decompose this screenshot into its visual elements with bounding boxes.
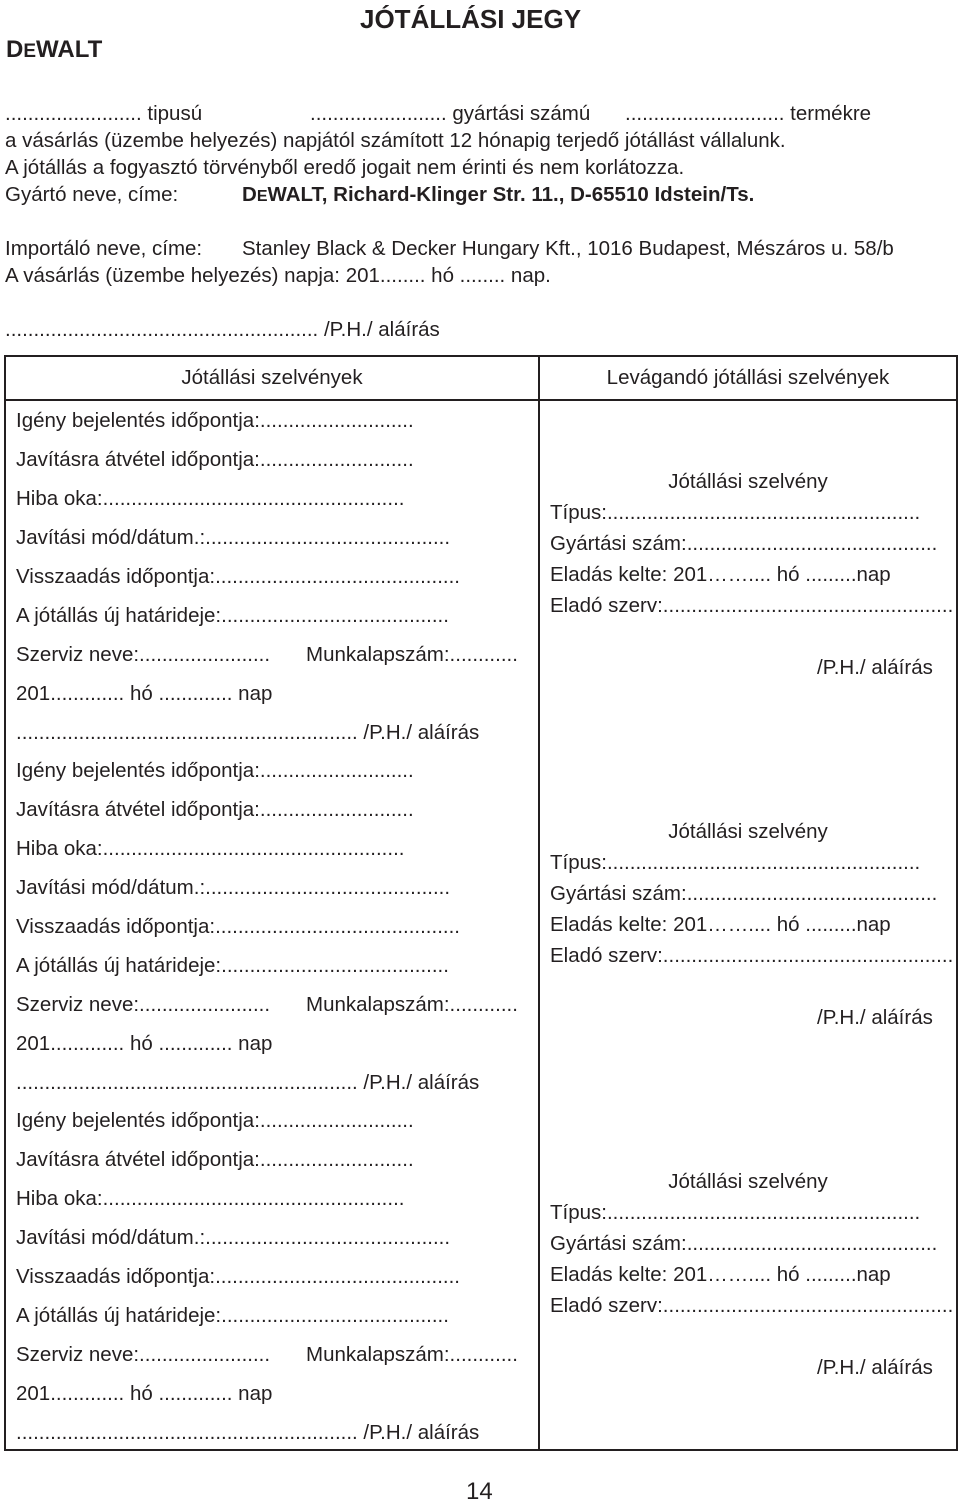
- service-name-field: Szerviz neve:.......................: [16, 643, 271, 666]
- coupon-sale-date-field: Eladás kelte: 201…….... hó .........nap: [550, 1263, 891, 1286]
- coupon-seller-field: Eladó szerv:...................................................: [550, 944, 954, 967]
- coupon-sale-date-field: Eladás kelte: 201…….... hó .........nap: [550, 563, 891, 586]
- intro-product-blank: ............................ termékre: [625, 102, 872, 125]
- intro-serial-blank: ........................ gyártási számú: [310, 102, 591, 125]
- worksheet-number-field: Munkalapszám:............: [306, 1343, 518, 1366]
- right-header: Levágandó jótállási szelvények: [606, 366, 890, 389]
- repair-received-field: Javításra átvétel időpontja:...........................: [16, 798, 414, 821]
- intro-warranty-period: a vásárlás (üzembe helyezés) napjától számított 12 hónapig terjedő jótállást vállalunk.: [5, 129, 786, 152]
- service-signature-line: ............................................................ /P.H./ aláírás: [16, 1421, 480, 1444]
- manufacturer-value: DEWALT, Richard-Klinger Str. 11., D-65510 Idstein/Ts.: [242, 183, 755, 206]
- worksheet-number-field: Munkalapszám:............: [306, 993, 518, 1016]
- claim-date-field: Igény bejelentés időpontja:...........................: [16, 759, 414, 782]
- coupon-type-field: Típus:.......................................................: [550, 1201, 921, 1224]
- intro-signature-line: ....................................................... /P.H./ aláírás: [5, 318, 440, 341]
- manufacturer-label: Gyártó neve, címe:: [5, 183, 179, 206]
- return-date-field: Visszaadás időpontja:...........................................: [16, 1265, 460, 1288]
- repair-received-field: Javításra átvétel időpontja:...........................: [16, 448, 414, 471]
- right-header-cell: [539, 356, 957, 400]
- service-date-field: 201............. hó ............. nap: [16, 682, 273, 705]
- left-header-cell: [5, 356, 539, 400]
- coupon-signature: /P.H./ aláírás: [817, 1356, 933, 1379]
- fault-cause-field: Hiba oka:.....................................................: [16, 487, 405, 510]
- coupon-title: Jótállási szelvény: [668, 1170, 828, 1193]
- coupon-signature: /P.H./ aláírás: [817, 656, 933, 679]
- repair-method-field: Javítási mód/dátum.:...........................................: [16, 526, 451, 549]
- service-signature-line: ............................................................ /P.H./ aláírás: [16, 1071, 480, 1094]
- right-coupons-cell: [539, 400, 957, 1450]
- claim-date-field: Igény bejelentés időpontja:...........................: [16, 409, 414, 432]
- new-deadline-field: A jótállás új határideje:........................................: [16, 1304, 449, 1327]
- page-title: JÓTÁLLÁSI JEGY: [360, 4, 582, 34]
- coupon-type-field: Típus:.......................................................: [550, 851, 921, 874]
- brand-letter: D: [6, 36, 24, 63]
- importer-value: Stanley Black & Decker Hungary Kft., 1016 Budapest, Mészáros u. 58/b: [242, 237, 894, 260]
- left-header: Jótállási szelvények: [181, 366, 363, 389]
- return-date-field: Visszaadás időpontja:...........................................: [16, 915, 460, 938]
- coupon-seller-field: Eladó szerv:...................................................: [550, 594, 954, 617]
- service-signature-line: ............................................................ /P.H./ aláírás: [16, 721, 480, 744]
- importer-label: Importáló neve, címe:: [5, 237, 203, 260]
- coupon-signature: /P.H./ aláírás: [817, 1006, 933, 1029]
- coupon-title: Jótállási szelvény: [668, 470, 828, 493]
- purchase-date-line: A vásárlás (üzembe helyezés) napja: 201........ hó ........ nap.: [5, 264, 551, 287]
- coupon-sale-date-field: Eladás kelte: 201…….... hó .........nap: [550, 913, 891, 936]
- coupon-type-field: Típus:.......................................................: [550, 501, 921, 524]
- coupon-seller-field: Eladó szerv:...................................................: [550, 1294, 954, 1317]
- repair-method-field: Javítási mód/dátum.:...........................................: [16, 876, 451, 899]
- worksheet-number-field: Munkalapszám:............: [306, 643, 518, 666]
- repair-method-field: Javítási mód/dátum.:...........................................: [16, 1226, 451, 1249]
- service-date-field: 201............. hó ............. nap: [16, 1032, 273, 1055]
- claim-date-field: Igény bejelentés időpontja:...........................: [16, 1109, 414, 1132]
- brand-logo-text: [6, 36, 102, 64]
- brand-rest: WALT: [36, 36, 103, 63]
- coupon-serial-field: Gyártási szám:............................................: [550, 1232, 938, 1255]
- fault-cause-field: Hiba oka:.....................................................: [16, 837, 405, 860]
- return-date-field: Visszaadás időpontja:...........................................: [16, 565, 460, 588]
- brand-small-letter: E: [23, 41, 37, 62]
- service-name-field: Szerviz neve:.......................: [16, 1343, 271, 1366]
- coupon-serial-field: Gyártási szám:............................................: [550, 532, 938, 555]
- page-number: 14: [466, 1478, 493, 1505]
- intro-type-blank: ........................ tipusú: [5, 102, 203, 125]
- intro-consumer-rights: A jótállás a fogyasztó törvényből eredő jogait nem érinti és nem korlátozza.: [5, 156, 685, 179]
- warranty-coupons-table: [4, 355, 958, 1451]
- service-date-field: 201............. hó ............. nap: [16, 1382, 273, 1405]
- service-name-field: Szerviz neve:.......................: [16, 993, 271, 1016]
- coupon-serial-field: Gyártási szám:............................................: [550, 882, 938, 905]
- fault-cause-field: Hiba oka:.....................................................: [16, 1187, 405, 1210]
- coupon-title: Jótállási szelvény: [668, 820, 828, 843]
- repair-received-field: Javításra átvétel időpontja:...........................: [16, 1148, 414, 1171]
- new-deadline-field: A jótállás új határideje:........................................: [16, 604, 449, 627]
- new-deadline-field: A jótállás új határideje:........................................: [16, 954, 449, 977]
- left-coupons-cell: [5, 400, 539, 1450]
